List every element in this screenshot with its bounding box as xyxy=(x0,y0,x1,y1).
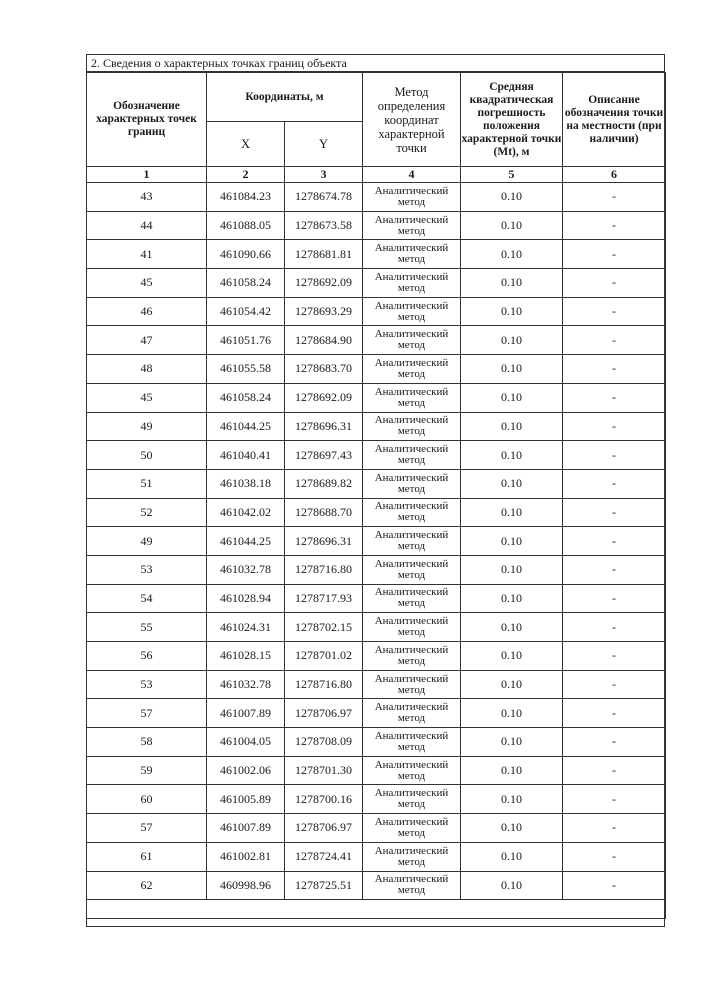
point-description: - xyxy=(563,469,666,498)
method-line1: Аналитический xyxy=(374,701,449,714)
table-row xyxy=(87,240,666,269)
point-number: 46 xyxy=(87,297,207,326)
coord-x: 461042.02 xyxy=(207,498,285,527)
method-cell xyxy=(363,613,461,642)
coord-x: 461090.66 xyxy=(207,240,285,269)
document-sheet xyxy=(86,54,665,927)
method-cell xyxy=(363,842,461,871)
point-number: 50 xyxy=(87,441,207,470)
coord-x: 461032.78 xyxy=(207,670,285,699)
coord-y: 1278708.09 xyxy=(285,728,363,757)
coord-x: 461055.58 xyxy=(207,355,285,384)
column-numbers-row xyxy=(87,167,666,183)
method-line2: метод xyxy=(397,855,426,868)
table-row xyxy=(87,613,666,642)
column-number: 6 xyxy=(563,167,666,183)
mean-square-error: 0.10 xyxy=(461,240,563,269)
method-line2: метод xyxy=(397,281,426,294)
point-description: - xyxy=(563,412,666,441)
mean-square-error: 0.10 xyxy=(461,642,563,671)
method-line2: метод xyxy=(397,195,426,208)
method-cell xyxy=(363,269,461,298)
method-line2: метод xyxy=(397,253,426,266)
method-cell xyxy=(363,584,461,613)
method-line2: метод xyxy=(397,769,426,782)
method-line1: Аналитический xyxy=(374,729,449,742)
method-cell xyxy=(363,756,461,785)
header-point-designation: Обозначение характерных точек границ xyxy=(87,73,207,167)
coord-x: 461004.05 xyxy=(207,728,285,757)
point-number: 49 xyxy=(87,527,207,556)
method-cell xyxy=(363,211,461,240)
method-line1: Аналитический xyxy=(374,328,449,341)
mean-square-error: 0.10 xyxy=(461,699,563,728)
point-number: 61 xyxy=(87,842,207,871)
method-line1: Аналитический xyxy=(374,586,449,599)
method-line1: Аналитический xyxy=(374,758,449,771)
method-line1: Аналитический xyxy=(374,873,449,886)
method-cell xyxy=(363,728,461,757)
coord-x: 461054.42 xyxy=(207,297,285,326)
point-description: - xyxy=(563,383,666,412)
method-cell xyxy=(363,642,461,671)
coord-x: 461058.24 xyxy=(207,383,285,412)
method-line2: метод xyxy=(397,339,426,352)
coord-y: 1278706.97 xyxy=(285,699,363,728)
point-number: 51 xyxy=(87,469,207,498)
point-description: - xyxy=(563,814,666,843)
header-mean-square-error: Средняя квадратическая погрешность положения характерной точки (Mt), м xyxy=(461,73,563,167)
table-row xyxy=(87,469,666,498)
method-line2: метод xyxy=(397,224,426,237)
method-line1: Аналитический xyxy=(374,815,449,828)
point-description: - xyxy=(563,269,666,298)
point-description: - xyxy=(563,240,666,269)
coord-x: 461058.24 xyxy=(207,269,285,298)
method-line1: Аналитический xyxy=(374,787,449,800)
coord-y: 1278673.58 xyxy=(285,211,363,240)
mean-square-error: 0.10 xyxy=(461,842,563,871)
mean-square-error: 0.10 xyxy=(461,297,563,326)
table-row xyxy=(87,211,666,240)
mean-square-error: 0.10 xyxy=(461,555,563,584)
coord-y: 1278696.31 xyxy=(285,527,363,556)
coord-y: 1278688.70 xyxy=(285,498,363,527)
mean-square-error: 0.10 xyxy=(461,756,563,785)
point-description: - xyxy=(563,441,666,470)
mean-square-error: 0.10 xyxy=(461,871,563,900)
method-line1: Аналитический xyxy=(374,299,449,312)
method-cell xyxy=(363,326,461,355)
method-line1: Аналитический xyxy=(374,615,449,628)
method-line2: метод xyxy=(397,367,426,380)
coord-x: 461044.25 xyxy=(207,527,285,556)
coord-y: 1278692.09 xyxy=(285,269,363,298)
coord-x: 461028.94 xyxy=(207,584,285,613)
coord-y: 1278693.29 xyxy=(285,297,363,326)
point-description: - xyxy=(563,555,666,584)
point-number: 54 xyxy=(87,584,207,613)
coord-x: 461038.18 xyxy=(207,469,285,498)
point-number: 44 xyxy=(87,211,207,240)
point-number: 60 xyxy=(87,785,207,814)
coord-y: 1278716.80 xyxy=(285,555,363,584)
coord-y: 1278701.30 xyxy=(285,756,363,785)
coord-y: 1278674.78 xyxy=(285,183,363,212)
method-line2: метод xyxy=(397,568,426,581)
point-description: - xyxy=(563,183,666,212)
point-number: 53 xyxy=(87,670,207,699)
mean-square-error: 0.10 xyxy=(461,670,563,699)
mean-square-error: 0.10 xyxy=(461,584,563,613)
point-number: 59 xyxy=(87,756,207,785)
method-cell xyxy=(363,699,461,728)
table-row xyxy=(87,269,666,298)
method-line2: метод xyxy=(397,454,426,467)
mean-square-error: 0.10 xyxy=(461,498,563,527)
mean-square-error: 0.10 xyxy=(461,469,563,498)
point-description: - xyxy=(563,699,666,728)
method-line1: Аналитический xyxy=(374,643,449,656)
method-line2: метод xyxy=(397,884,426,897)
point-number: 57 xyxy=(87,699,207,728)
table-row xyxy=(87,842,666,871)
column-number: 1 xyxy=(87,167,207,183)
point-description: - xyxy=(563,498,666,527)
point-number: 53 xyxy=(87,555,207,584)
coord-x: 461088.05 xyxy=(207,211,285,240)
coord-x: 460998.96 xyxy=(207,871,285,900)
point-description: - xyxy=(563,326,666,355)
method-line1: Аналитический xyxy=(374,844,449,857)
column-number: 2 xyxy=(207,167,285,183)
header-coordinates: Координаты, м xyxy=(207,73,363,122)
coord-x: 461051.76 xyxy=(207,326,285,355)
section-title: 2. Сведения о характерных точках границ объекта xyxy=(87,55,664,72)
method-line2: метод xyxy=(397,310,426,323)
header-y: Y xyxy=(285,122,363,167)
point-number: 48 xyxy=(87,355,207,384)
point-number: 58 xyxy=(87,728,207,757)
point-description: - xyxy=(563,756,666,785)
table-row xyxy=(87,498,666,527)
mean-square-error: 0.10 xyxy=(461,183,563,212)
coord-x: 461028.15 xyxy=(207,642,285,671)
coord-y: 1278725.51 xyxy=(285,871,363,900)
method-line1: Аналитический xyxy=(374,385,449,398)
point-number: 56 xyxy=(87,642,207,671)
method-cell xyxy=(363,355,461,384)
column-number: 4 xyxy=(363,167,461,183)
method-cell xyxy=(363,297,461,326)
boundary-points-table xyxy=(86,72,666,919)
coord-y: 1278716.80 xyxy=(285,670,363,699)
table-row xyxy=(87,297,666,326)
point-number: 41 xyxy=(87,240,207,269)
method-cell xyxy=(363,670,461,699)
coord-x: 461002.06 xyxy=(207,756,285,785)
coord-y: 1278681.81 xyxy=(285,240,363,269)
point-description: - xyxy=(563,728,666,757)
method-line1: Аналитический xyxy=(374,414,449,427)
method-cell xyxy=(363,814,461,843)
method-line2: метод xyxy=(397,482,426,495)
coord-y: 1278700.16 xyxy=(285,785,363,814)
point-number: 47 xyxy=(87,326,207,355)
table-row xyxy=(87,728,666,757)
method-line2: метод xyxy=(397,826,426,839)
mean-square-error: 0.10 xyxy=(461,814,563,843)
method-line2: метод xyxy=(397,425,426,438)
method-cell xyxy=(363,240,461,269)
point-description: - xyxy=(563,842,666,871)
mean-square-error: 0.10 xyxy=(461,441,563,470)
coord-y: 1278697.43 xyxy=(285,441,363,470)
method-line2: метод xyxy=(397,626,426,639)
coord-y: 1278692.09 xyxy=(285,383,363,412)
point-number: 52 xyxy=(87,498,207,527)
method-line1: Аналитический xyxy=(374,557,449,570)
point-number: 49 xyxy=(87,412,207,441)
method-line2: метод xyxy=(397,540,426,553)
table-row xyxy=(87,383,666,412)
point-number: 45 xyxy=(87,269,207,298)
coord-y: 1278717.93 xyxy=(285,584,363,613)
mean-square-error: 0.10 xyxy=(461,211,563,240)
method-cell xyxy=(363,785,461,814)
table-row xyxy=(87,584,666,613)
table-row xyxy=(87,441,666,470)
mean-square-error: 0.10 xyxy=(461,269,563,298)
coord-x: 461005.89 xyxy=(207,785,285,814)
coord-x: 461007.89 xyxy=(207,699,285,728)
mean-square-error: 0.10 xyxy=(461,355,563,384)
point-description: - xyxy=(563,871,666,900)
coord-x: 461032.78 xyxy=(207,555,285,584)
point-description: - xyxy=(563,584,666,613)
method-line1: Аналитический xyxy=(374,213,449,226)
method-line2: метод xyxy=(397,511,426,524)
mean-square-error: 0.10 xyxy=(461,785,563,814)
table-row xyxy=(87,785,666,814)
method-line2: метод xyxy=(397,597,426,610)
method-line1: Аналитический xyxy=(374,529,449,542)
point-number: 57 xyxy=(87,814,207,843)
mean-square-error: 0.10 xyxy=(461,527,563,556)
method-cell xyxy=(363,383,461,412)
table-row xyxy=(87,871,666,900)
table-row xyxy=(87,756,666,785)
point-description: - xyxy=(563,670,666,699)
method-cell xyxy=(363,183,461,212)
mean-square-error: 0.10 xyxy=(461,613,563,642)
method-cell xyxy=(363,555,461,584)
table-row xyxy=(87,355,666,384)
method-cell xyxy=(363,527,461,556)
method-line1: Аналитический xyxy=(374,443,449,456)
method-line1: Аналитический xyxy=(374,356,449,369)
mean-square-error: 0.10 xyxy=(461,728,563,757)
coord-y: 1278696.31 xyxy=(285,412,363,441)
coord-y: 1278684.90 xyxy=(285,326,363,355)
method-line2: метод xyxy=(397,396,426,409)
method-line2: метод xyxy=(397,654,426,667)
point-description: - xyxy=(563,355,666,384)
method-line2: метод xyxy=(397,683,426,696)
coord-y: 1278724.41 xyxy=(285,842,363,871)
table-row xyxy=(87,183,666,212)
table-row xyxy=(87,670,666,699)
table-row xyxy=(87,814,666,843)
point-description: - xyxy=(563,785,666,814)
method-line2: метод xyxy=(397,798,426,811)
method-line1: Аналитический xyxy=(374,500,449,513)
coord-y: 1278706.97 xyxy=(285,814,363,843)
method-line1: Аналитический xyxy=(374,471,449,484)
table-row xyxy=(87,527,666,556)
method-line2: метод xyxy=(397,740,426,753)
point-description: - xyxy=(563,527,666,556)
column-number: 3 xyxy=(285,167,363,183)
coord-y: 1278683.70 xyxy=(285,355,363,384)
table-body xyxy=(87,183,666,900)
point-description: - xyxy=(563,297,666,326)
header-method: Метод определения координат характерной точки xyxy=(363,73,461,167)
method-cell xyxy=(363,871,461,900)
coord-y: 1278702.15 xyxy=(285,613,363,642)
header-point-description: Описание обозначения точки на местности (при наличии) xyxy=(563,73,666,167)
point-description: - xyxy=(563,613,666,642)
point-description: - xyxy=(563,211,666,240)
method-cell xyxy=(363,469,461,498)
coord-x: 461002.81 xyxy=(207,842,285,871)
point-description: - xyxy=(563,642,666,671)
method-cell xyxy=(363,498,461,527)
mean-square-error: 0.10 xyxy=(461,383,563,412)
coord-x: 461084.23 xyxy=(207,183,285,212)
method-cell xyxy=(363,412,461,441)
column-number: 5 xyxy=(461,167,563,183)
point-number: 55 xyxy=(87,613,207,642)
coord-y: 1278689.82 xyxy=(285,469,363,498)
coord-y: 1278701.02 xyxy=(285,642,363,671)
method-line2: метод xyxy=(397,712,426,725)
coord-x: 461040.41 xyxy=(207,441,285,470)
table-row xyxy=(87,326,666,355)
point-number: 62 xyxy=(87,871,207,900)
method-line1: Аналитический xyxy=(374,270,449,283)
method-line1: Аналитический xyxy=(374,672,449,685)
table-row xyxy=(87,699,666,728)
mean-square-error: 0.10 xyxy=(461,412,563,441)
method-line1: Аналитический xyxy=(374,184,449,197)
point-number: 43 xyxy=(87,183,207,212)
table-row xyxy=(87,642,666,671)
header-x: X xyxy=(207,122,285,167)
mean-square-error: 0.10 xyxy=(461,326,563,355)
coord-x: 461044.25 xyxy=(207,412,285,441)
point-number: 45 xyxy=(87,383,207,412)
coord-x: 461024.31 xyxy=(207,613,285,642)
method-line1: Аналитический xyxy=(374,242,449,255)
method-cell xyxy=(363,441,461,470)
empty-cell xyxy=(87,900,666,919)
table-row xyxy=(87,555,666,584)
table-row xyxy=(87,412,666,441)
empty-row xyxy=(87,900,666,919)
coord-x: 461007.89 xyxy=(207,814,285,843)
